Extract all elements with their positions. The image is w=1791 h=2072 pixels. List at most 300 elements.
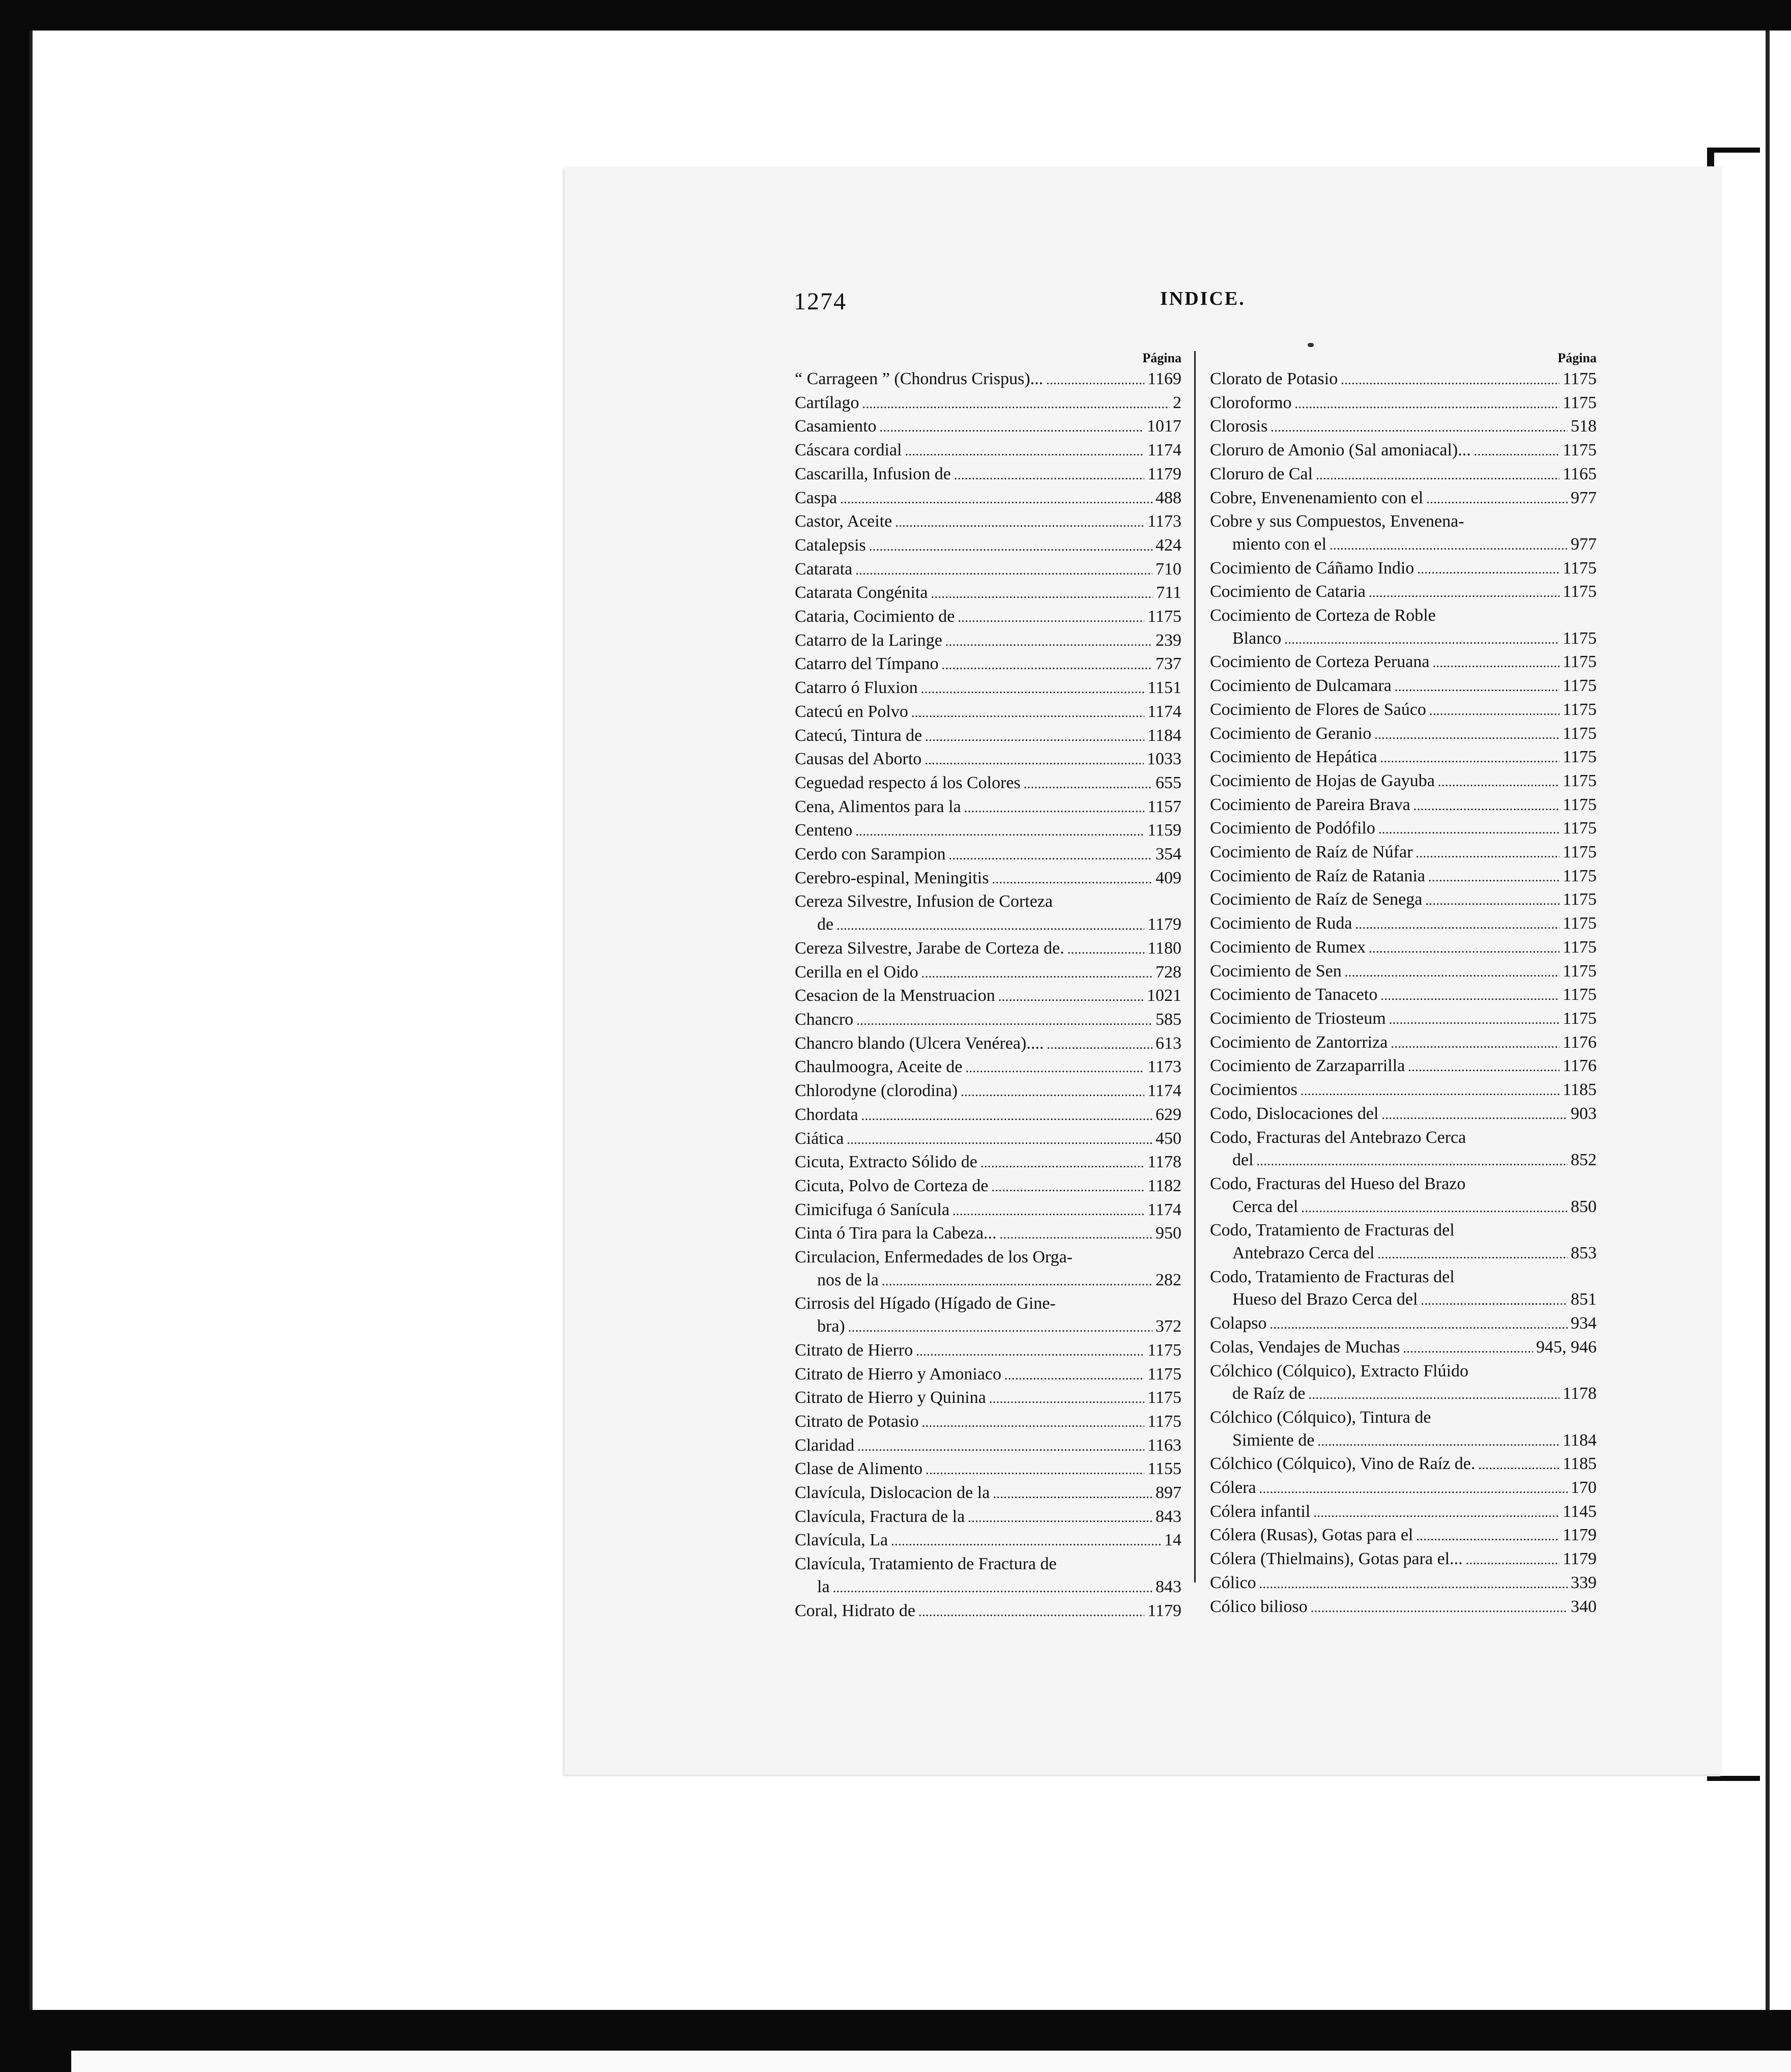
index-entry — [1210, 1453, 1597, 1477]
dot-leader — [1355, 912, 1560, 936]
index-entry-term: Catecú, Tintura de — [795, 726, 922, 745]
index-entry-term: Casamiento — [795, 417, 877, 436]
index-entry — [1210, 841, 1597, 865]
index-entry-page: 1155 — [1147, 1459, 1181, 1479]
index-entry-term: Catarro de la Laringe — [795, 630, 942, 650]
dot-leader — [1428, 865, 1559, 889]
dot-leader — [861, 1104, 1152, 1128]
index-entry-term: Cerilla en el Oido — [795, 962, 918, 982]
dot-leader — [911, 701, 1144, 725]
dot-leader — [1416, 1524, 1559, 1548]
index-entry-term: Caspa — [795, 488, 837, 507]
index-entry-term: Cesacion de la Menstruacion — [795, 986, 995, 1005]
dot-leader — [1429, 699, 1559, 723]
index-entry-term: Chancro — [795, 1010, 854, 1029]
dot-leader — [880, 415, 1144, 439]
index-entry-term: Chaulmoogra, Aceite de — [795, 1057, 963, 1077]
dot-leader — [989, 1387, 1144, 1411]
index-entry-page: 1021 — [1147, 986, 1181, 1005]
index-entry-page: 1175 — [1563, 771, 1597, 790]
index-entry-term: Cloroformo — [1210, 393, 1292, 412]
index-entry — [795, 1009, 1181, 1032]
dot-leader — [925, 725, 1144, 749]
index-entry — [1210, 1149, 1597, 1173]
book-cover-edge — [1766, 31, 1791, 2010]
index-entry-term: Catarata — [795, 559, 853, 579]
dot-leader — [1474, 439, 1560, 463]
index-entry-term: Clase de Alimento — [795, 1459, 923, 1479]
index-entry — [1210, 723, 1597, 746]
index-entry-page: 1178 — [1563, 1384, 1597, 1403]
index-entry-page: 409 — [1156, 868, 1181, 887]
index-entry-term: Citrato de Hierro — [795, 1340, 913, 1360]
index-entry — [1210, 1596, 1597, 1620]
index-entry — [795, 1506, 1181, 1530]
dot-leader — [1341, 368, 1559, 392]
index-entry-page: 945, 946 — [1536, 1337, 1597, 1357]
dot-leader — [961, 1080, 1144, 1104]
index-entry-term: Cloruro de Amonio (Sal amoniacal)... — [1210, 441, 1471, 460]
index-entry — [795, 701, 1181, 725]
dot-leader — [1478, 1453, 1559, 1477]
dot-leader — [1408, 1055, 1559, 1079]
dot-leader — [1426, 487, 1568, 511]
index-entry-term: Cocimiento de Hepática — [1210, 747, 1377, 767]
index-entry-page: 1175 — [1563, 985, 1597, 1004]
dot-leader — [1378, 817, 1559, 841]
index-entry-page: 1175 — [1563, 866, 1597, 885]
dot-leader — [1259, 1477, 1568, 1501]
index-entry-page: 1033 — [1147, 750, 1181, 769]
index-entry-page: 1185 — [1563, 1454, 1597, 1474]
ink-speck — [1308, 343, 1314, 347]
dot-leader — [926, 1458, 1144, 1482]
dot-leader — [945, 629, 1152, 653]
index-entry-term: Cena, Alimentos para la — [795, 797, 961, 816]
pagina-heading: Página — [1142, 351, 1181, 365]
index-entry — [1210, 1501, 1597, 1524]
index-entry-term: Cocimiento de Pareira Brava — [1210, 795, 1410, 814]
dot-leader — [847, 1128, 1152, 1152]
dot-leader — [1421, 1288, 1568, 1312]
index-entry-page: 1173 — [1147, 512, 1181, 531]
index-entry-term: Clavícula, Fractura de la — [795, 1507, 965, 1526]
index-entry — [1210, 1429, 1597, 1453]
index-entry-continuation: Blanco — [1232, 628, 1282, 648]
index-entry-term: Cocimiento de Zantorriza — [1210, 1032, 1388, 1052]
index-entry-term: Codo, Tratamiento de Fracturas del — [1210, 1267, 1455, 1286]
dot-leader — [952, 1199, 1144, 1223]
dot-leader — [891, 1529, 1161, 1553]
index-entry-page: 711 — [1156, 583, 1181, 602]
dot-leader — [1345, 960, 1560, 984]
index-entry-page: 903 — [1571, 1104, 1597, 1123]
dot-leader — [966, 1056, 1145, 1080]
index-entry-page: 282 — [1156, 1270, 1181, 1289]
index-entry — [1210, 627, 1597, 651]
index-entry — [795, 1104, 1181, 1128]
index-entry — [1210, 1477, 1597, 1501]
index-entry-term: Cólera (Thielmains), Gotas para el... — [1210, 1549, 1463, 1569]
index-entry-page: 1179 — [1147, 1601, 1181, 1620]
index-entry-term: Cocimiento de Sen — [1210, 961, 1342, 981]
index-entry-page: 1175 — [1147, 1364, 1181, 1384]
index-entry-term: Cólera — [1210, 1478, 1256, 1498]
dot-leader — [1416, 841, 1559, 865]
index-entry-page: 1175 — [1563, 937, 1597, 957]
index-entry-page: 1145 — [1563, 1502, 1597, 1521]
index-entry-term: Clavícula, Dislocacion de la — [795, 1483, 990, 1503]
scan-margin-bottom — [71, 2051, 1791, 2072]
index-entry — [1210, 675, 1597, 699]
index-entry — [795, 582, 1181, 606]
index-entry-term: Clorato de Potasio — [1210, 369, 1338, 388]
dot-leader — [921, 677, 1144, 701]
index-entry-page: 1178 — [1147, 1153, 1181, 1172]
index-entry-term: Ciática — [795, 1129, 844, 1148]
index-entry — [795, 487, 1181, 511]
dot-leader — [968, 1506, 1152, 1530]
index-entry-page: 1165 — [1563, 464, 1597, 483]
index-entry-term: Catarata Congénita — [795, 583, 928, 602]
index-entry-page: 14 — [1164, 1531, 1181, 1550]
index-entry-term: Codo, Tratamiento de Fracturas del — [1210, 1221, 1455, 1240]
scan-border-left — [0, 0, 30, 2072]
index-entry — [795, 1315, 1181, 1339]
index-entry-term: Cocimiento de Hojas de Gayuba — [1210, 771, 1435, 790]
index-entry — [795, 1387, 1181, 1411]
index-entry-term: Cerebro-espinal, Meningitis — [795, 868, 989, 887]
index-entry-term: Ceguedad respecto á los Colores — [795, 773, 1021, 792]
index-entry-continuation: de Raíz de — [1232, 1384, 1306, 1403]
dot-leader — [980, 1151, 1144, 1175]
index-entry — [1210, 368, 1597, 392]
index-entry-term: Cocimiento de Podófilo — [1210, 819, 1375, 838]
index-entry-page: 1175 — [1563, 843, 1597, 862]
index-entry-page: 1179 — [1147, 915, 1181, 934]
dot-leader — [1374, 723, 1559, 746]
index-entry-page: 1175 — [1563, 747, 1597, 767]
index-entry-page: 1176 — [1563, 1056, 1597, 1076]
index-entry-page: 851 — [1571, 1290, 1597, 1309]
index-entry — [1210, 1008, 1597, 1031]
index-entry-page: 1174 — [1147, 441, 1181, 460]
index-entry-term: Catarro del Tímpano — [795, 654, 939, 674]
dot-leader — [1046, 368, 1144, 392]
index-entry-term: Chancro blando (Ulcera Venérea).... — [795, 1033, 1044, 1053]
index-entry-term: Cataria, Cocimiento de — [795, 607, 955, 626]
dot-leader — [857, 1434, 1144, 1458]
index-entry — [1210, 817, 1597, 841]
index-entry-page: 710 — [1156, 559, 1181, 579]
index-entry-term: Cocimiento de Cáñamo Indio — [1210, 558, 1414, 578]
index-entry — [795, 1056, 1181, 1080]
dot-leader — [1309, 1383, 1560, 1406]
index-entry-page: 950 — [1156, 1224, 1181, 1243]
dot-leader — [1330, 533, 1568, 557]
index-entry — [1210, 533, 1597, 557]
index-entry-page: 488 — [1156, 488, 1181, 507]
index-entry-page: 1175 — [1563, 724, 1597, 743]
page-number: 1274 — [794, 288, 847, 315]
index-entry-term: Codo, Fracturas del Hueso del Brazo — [1210, 1174, 1466, 1193]
index-entry-page: 1017 — [1147, 417, 1181, 436]
dot-leader — [1024, 772, 1152, 796]
index-entry-page: 1175 — [1563, 628, 1597, 648]
index-entry — [795, 534, 1181, 558]
dot-leader — [862, 392, 1170, 416]
index-entry-page: 1175 — [1563, 890, 1597, 909]
index-entry-term: Catalepsis — [795, 535, 866, 555]
page-title: INDICE. — [1160, 288, 1246, 309]
index-entry-page: 853 — [1571, 1244, 1597, 1263]
index-entry — [1210, 1031, 1597, 1055]
index-entry-continuation: miento con el — [1232, 534, 1327, 554]
dot-leader — [1391, 1031, 1559, 1055]
index-entry — [1210, 912, 1597, 936]
index-entry-page: 1175 — [1563, 795, 1597, 814]
index-entry-term: Colapso — [1210, 1314, 1267, 1333]
index-entry — [795, 1151, 1181, 1175]
index-entry — [1210, 1055, 1597, 1079]
index-entry-term: Cocimiento de Raíz de Senega — [1210, 890, 1423, 909]
dot-leader — [905, 439, 1145, 463]
index-entry-page: 1169 — [1147, 369, 1181, 388]
index-entry — [795, 1128, 1181, 1152]
index-entry — [1210, 1548, 1597, 1572]
index-entry-term: Colas, Vendajes de Muchas — [1210, 1337, 1400, 1357]
index-entry — [795, 1175, 1181, 1199]
index-entry — [795, 1458, 1181, 1482]
index-entry-page: 1175 — [1563, 369, 1597, 388]
index-entry — [1210, 1312, 1597, 1336]
index-entry-term: Cólico — [1210, 1573, 1256, 1592]
index-entry-page: 977 — [1571, 534, 1597, 554]
index-entry-term: Clavícula, La — [795, 1531, 888, 1550]
index-entry — [795, 1032, 1181, 1056]
index-entry-term: Cocimiento de Raíz de Ratania — [1210, 866, 1425, 885]
dot-leader — [1047, 1032, 1152, 1056]
dot-leader — [916, 1339, 1144, 1363]
index-entry — [795, 748, 1181, 772]
index-entry-term: Cólera infantil — [1210, 1502, 1311, 1521]
index-entry — [795, 961, 1181, 985]
index-entry-term: Cocimiento de Cataria — [1210, 582, 1366, 601]
index-entry — [795, 772, 1181, 796]
dot-leader — [833, 1576, 1152, 1600]
index-entry-page: 897 — [1156, 1483, 1181, 1503]
index-entry-page: 934 — [1571, 1314, 1597, 1333]
index-entry-term: Cocimiento de Tanaceto — [1210, 985, 1378, 1004]
index-entry-term: Cascarilla, Infusion de — [795, 464, 951, 483]
index-entry — [795, 368, 1181, 392]
index-entry — [795, 1199, 1181, 1223]
dot-leader — [1438, 770, 1559, 794]
dot-leader — [1403, 1336, 1533, 1360]
index-entry-term: Cáscara cordial — [795, 441, 902, 460]
index-entry — [1210, 557, 1597, 581]
index-entry-page: 372 — [1156, 1317, 1181, 1336]
index-entry-page: 1176 — [1563, 1032, 1597, 1052]
index-entry-term: Cólico bilioso — [1210, 1597, 1308, 1616]
dot-leader — [1270, 415, 1568, 439]
dot-leader — [998, 985, 1144, 1009]
index-entry-term: Citrato de Hierro y Quinina — [795, 1388, 986, 1407]
dot-leader — [1369, 936, 1559, 960]
index-entry — [795, 1434, 1181, 1458]
pagina-heading: Página — [1557, 351, 1597, 365]
index-entry-term: Cocimiento de Rumex — [1210, 937, 1366, 957]
index-entry — [795, 1411, 1181, 1434]
index-entry-term: Claridad — [795, 1435, 855, 1455]
index-entry-page: 629 — [1156, 1105, 1181, 1124]
index-entry-term: Cloruro de Cal — [1210, 464, 1313, 483]
index-entry-page: 613 — [1156, 1033, 1181, 1053]
index-entry-page: 655 — [1156, 773, 1181, 792]
index-entry — [1210, 1383, 1597, 1406]
index-entry — [1210, 1288, 1597, 1312]
index-entry-continuation: del — [1232, 1150, 1254, 1170]
index-entry-term: Cirrosis del Hígado (Hígado de Gine- — [795, 1294, 1056, 1313]
column-divider — [1194, 351, 1196, 1582]
index-entry — [795, 510, 1181, 534]
index-entry — [1210, 984, 1597, 1008]
index-entry-term: Cereza Silvestre, Jarabe de Corteza de. — [795, 938, 1064, 958]
index-entry — [795, 1482, 1181, 1506]
index-entry — [1210, 770, 1597, 794]
index-entry-term: Cobre, Envenenamiento con el — [1210, 488, 1424, 507]
index-entry-page: 1174 — [1147, 1200, 1181, 1219]
index-entry — [1210, 960, 1597, 984]
index-entry — [795, 1363, 1181, 1387]
index-entry-page: 1175 — [1563, 582, 1597, 601]
dot-leader — [1432, 651, 1559, 675]
index-entry — [1210, 651, 1597, 675]
index-entry-page: 1185 — [1563, 1080, 1597, 1100]
index-entry-continuation: de — [817, 915, 834, 934]
dot-leader — [1381, 1103, 1568, 1127]
dot-leader — [1269, 1312, 1568, 1336]
index-entry-page: 1175 — [1147, 1340, 1181, 1360]
dot-leader — [1389, 1008, 1560, 1031]
index-entry-page: 977 — [1571, 488, 1597, 507]
index-entry-term: Chordata — [795, 1105, 858, 1124]
dot-leader — [855, 558, 1152, 582]
index-entry-page: 1175 — [1563, 914, 1597, 933]
index-entry-page: 1180 — [1147, 938, 1181, 958]
index-entry-term: Cerdo con Sarampion — [795, 845, 946, 864]
index-entry-page: 1175 — [1563, 558, 1597, 578]
index-entry-term: Cocimiento de Corteza de Roble — [1210, 606, 1436, 625]
index-entry-term: Cocimiento de Corteza Peruana — [1210, 652, 1430, 672]
index-entry-continuation: bra) — [817, 1317, 845, 1336]
dot-leader — [1425, 888, 1559, 912]
index-entry — [795, 439, 1181, 463]
index-entry — [1210, 415, 1597, 439]
dot-leader — [1301, 1079, 1559, 1103]
index-entry-term: Cartílago — [795, 393, 859, 412]
dot-leader — [1284, 627, 1559, 651]
index-entry-page: 1174 — [1147, 702, 1181, 721]
index-entry — [795, 415, 1181, 439]
dot-leader — [1259, 1572, 1568, 1596]
index-entry-term: Cereza Silvestre, Infusion de Corteza — [795, 892, 1053, 911]
dot-leader — [1413, 794, 1560, 818]
index-entry-term: Cocimiento de Raíz de Núfar — [1210, 843, 1413, 862]
index-entry — [1210, 581, 1597, 605]
dot-leader — [1380, 746, 1560, 770]
index-entry-page: 1184 — [1147, 726, 1181, 745]
dot-leader — [949, 843, 1153, 867]
index-entry — [795, 819, 1181, 843]
dot-leader — [918, 1600, 1144, 1624]
dot-leader — [925, 748, 1144, 772]
index-entry-page: 1175 — [1563, 393, 1597, 412]
index-entry — [1210, 865, 1597, 889]
dot-leader — [856, 1009, 1152, 1032]
scan-border-top — [0, 0, 1791, 31]
dot-leader — [942, 653, 1152, 677]
index-entry-term: Cicuta, Extracto Sólido de — [795, 1153, 977, 1172]
index-entry-page: 1174 — [1147, 1081, 1181, 1101]
index-entry-page: 1175 — [1563, 652, 1597, 672]
index-entry — [1210, 746, 1597, 770]
index-entry-page: 843 — [1156, 1577, 1181, 1596]
index-entry-term: Circulacion, Enfermedades de los Orga- — [795, 1248, 1073, 1267]
dot-leader — [1466, 1548, 1560, 1572]
index-entry-page: 424 — [1156, 535, 1181, 555]
dot-leader — [992, 1175, 1145, 1199]
dot-leader — [882, 1269, 1152, 1293]
index-entry — [795, 677, 1181, 701]
dot-leader — [1313, 1501, 1559, 1524]
index-entry-term: Citrato de Hierro y Amoniaco — [795, 1364, 1002, 1384]
index-entry — [1210, 936, 1597, 960]
index-entry — [1210, 439, 1597, 463]
index-entry — [795, 1080, 1181, 1104]
index-entry-term: Coral, Hidrato de — [795, 1601, 915, 1620]
index-entry — [1210, 487, 1597, 511]
page-header — [794, 287, 1608, 313]
dot-leader — [993, 1482, 1152, 1506]
index-entry-page: 1175 — [1563, 961, 1597, 981]
index-entry-page: 1179 — [1563, 1549, 1597, 1569]
index-entry-page: 1151 — [1147, 678, 1181, 698]
index-entry-term: Cocimiento de Dulcamara — [1210, 676, 1392, 696]
index-entry-term: Cimicifuga ó Sanícula — [795, 1200, 950, 1219]
index-entry-page: 1157 — [1147, 797, 1181, 816]
index-entry-page: 2 — [1173, 393, 1181, 412]
index-entry-page: 239 — [1156, 630, 1181, 650]
dot-leader — [931, 582, 1153, 606]
dot-leader — [895, 510, 1144, 534]
index-entry-term: Cocimiento de Zarzaparrilla — [1210, 1056, 1405, 1076]
index-entry-term: Cobre y sus Compuestos, Envenena- — [1210, 512, 1464, 531]
index-entry — [795, 843, 1181, 867]
index-entry — [795, 985, 1181, 1009]
dot-leader — [1316, 463, 1559, 487]
dot-leader — [921, 961, 1152, 985]
dot-leader — [954, 463, 1144, 487]
dot-leader — [958, 606, 1144, 629]
index-entry-term: Catarro ó Fluxion — [795, 678, 918, 698]
index-entry — [795, 937, 1181, 961]
dot-leader — [836, 913, 1144, 937]
index-entry-continuation: nos de la — [817, 1270, 879, 1289]
index-entry-continuation: Cerca del — [1232, 1197, 1298, 1216]
index-entry-term: Centeno — [795, 821, 853, 840]
index-entry — [795, 606, 1181, 629]
